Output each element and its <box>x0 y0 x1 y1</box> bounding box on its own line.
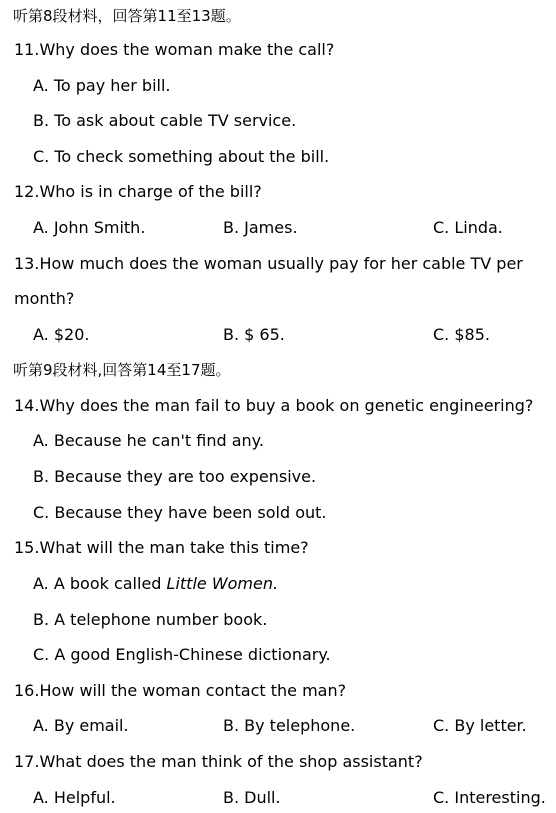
question-11-stem: 11.Why does the woman make the call? <box>14 40 335 59</box>
question-16-option-c: C. By letter. <box>433 716 527 735</box>
question-14-option-c: C. Because they have been sold out. <box>33 503 327 522</box>
question-12-option-b: B. James. <box>223 218 298 237</box>
question-15-option-b: B. A telephone number book. <box>33 610 268 629</box>
question-15-stem: 15.What will the man take this time? <box>14 538 309 557</box>
question-13-stem-line1: 13.How much does the woman usually pay for her cable TV per <box>14 254 523 273</box>
question-13-option-a: A. $20. <box>33 325 90 344</box>
question-15-option-a-prefix: A. A book called <box>33 574 167 593</box>
question-13-option-b: B. $ 65. <box>223 325 285 344</box>
section-heading: 听第9段材料,回答第14至17题。 <box>13 361 231 379</box>
question-16-stem: 16.How will the woman contact the man? <box>14 681 347 700</box>
question-11-option-a: A. To pay her bill. <box>33 76 171 95</box>
question-12-stem: 12.Who is in charge of the bill? <box>14 182 262 201</box>
question-16-option-b: B. By telephone. <box>223 716 356 735</box>
question-13-stem-line2: month? <box>14 289 75 308</box>
question-17-stem: 17.What does the man think of the shop assistant? <box>14 752 423 771</box>
question-11-option-c: C. To check something about the bill. <box>33 147 330 166</box>
question-13-option-c: C. $85. <box>433 325 490 344</box>
question-17-option-c: C. Interesting. <box>433 788 546 807</box>
question-17-option-b: B. Dull. <box>223 788 281 807</box>
question-14-option-b: B. Because they are too expensive. <box>33 467 317 486</box>
question-14-stem: 14.Why does the man fail to buy a book on genetic engineering? <box>14 396 534 415</box>
question-12-option-a: A. John Smith. <box>33 218 146 237</box>
section-heading: 听第8段材料，回答第11至13题。 <box>13 7 241 25</box>
book-title: Little Women. <box>166 574 279 593</box>
question-15-option-c: C. A good English-Chinese dictionary. <box>33 645 331 664</box>
question-14-option-a: A. Because he can't find any. <box>33 431 264 450</box>
question-11-option-b: B. To ask about cable TV service. <box>33 111 297 130</box>
question-12-option-c: C. Linda. <box>433 218 503 237</box>
question-16-option-a: A. By email. <box>33 716 129 735</box>
question-17-option-a: A. Helpful. <box>33 788 116 807</box>
question-15-option-a <box>33 572 278 596</box>
